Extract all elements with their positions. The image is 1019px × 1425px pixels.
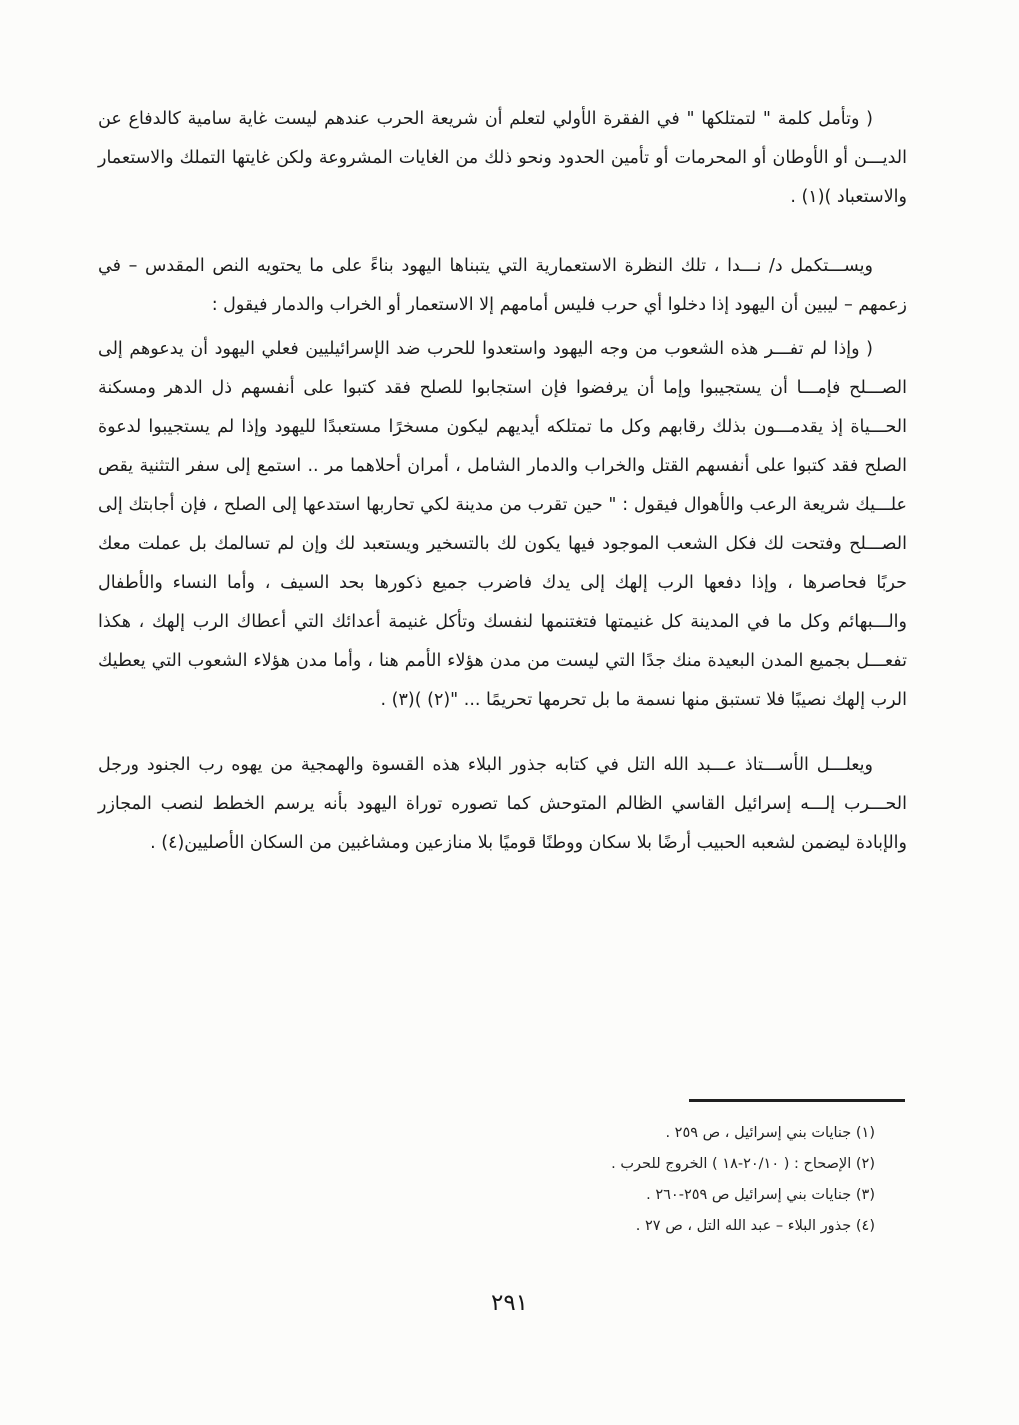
footnote-list: [120, 1118, 875, 1242]
footnote-item-2: (٢) الإصحاح : ( ٢٠/١٠-١٨ ) الخروج للحرب .: [611, 1156, 875, 1172]
body-paragraph-3: ( وإذا لم تفـــر هذه الشعوب من وجه اليهود واستعدوا للحرب ضد الإسرائيليين فعلي اليهود أن يدعوهم إلى الصـــلح فإمـــا أن يستجيبوا وإما أن يرفضوا فإن استجابوا للصلح فقد كتبوا على أنفسهم ذل الدهر ومسكنة الحـــياة إذ يقدمـــون بذلك رقابهم وكل ما تمتلكه أيديهم ليكون مسخرًا مستعبدًا لليهود وإذا لم يستجيبوا لدعوة الصلح فقد كتبوا على أنفسهم القتل والخراب والدمار الشامل ، أمران أحلاهما مر .. استمع إلى سفر التثنية يقص علـــيك شريعة الرعب والأهوال فيقول : " حين تقرب من مدينة لكي تحاربها استدعها إلى الصلح ، فإن أجابتك إلى الصـــلح وفتحت لك فكل الشعب الموجود فيها يكون لك بالتسخير ويستعبد لك وإن لم تسالمك بل عملت معك حربًا فحاصرها ، وإذا دفعها الرب إلهك إلى يدك فاضرب جميع ذكورها بحد السيف ، وأما النساء والأطفال والـــبهائم وكل ما في المدينة كل غنيمتها فتغتنمها لنفسك وتأكل غنيمة أعدائك التي أعطاك الرب إلهك ، هكذا تفعـــل بجميع المدن البعيدة منك جدًا التي ليست من مدن هؤلاء الأمم هنا ، وأما مدن هؤلاء الشعوب التي يعطيك الرب إلهك نصيبًا فلا تستبق منها نسمة ما بل تحرمها تحريمًا ... "(٢) )(٣) .: [98, 339, 907, 710]
footnote-item-4: (٤) جذور البلاء – عبد الله التل ، ص ٢٧ .: [635, 1218, 875, 1234]
body-paragraph-1: ( وتأمل كلمة " لتمتلكها " في الفقرة الأولي لتعلم أن شريعة الحرب عندهم ليست غاية سامية كالدفاع عن الديـــن أو الأوطان أو المحرمات أو تأمين الحدود ونحو ذلك من الغايات المشروعة ولكن غايتها التملك والاستعمار والاستعباد )(١) .: [98, 109, 907, 207]
page-number: ٢٩١: [490, 1290, 529, 1316]
body-paragraph-2: ويســـتكمل د/ نـــدا ، تلك النظرة الاستعمارية التي يتبناها اليهود بناءً على ما يحتويه النص المقدس – في زعمهم – ليبين أن اليهود إذا دخلوا أي حرب فليس أمامهم إلا الاستعمار أو الخراب والدمار فيقول :: [98, 256, 907, 315]
footnote-divider: [689, 1099, 905, 1102]
body-paragraph-4: ويعلـــل الأســـتاذ عـــبد الله التل في كتابه جذور البلاء هذه القسوة والهمجية من يهوه رب الجنود ورجل الحـــرب إلـــه إسرائيل القاسي الظالم المتوحش كما تصوره توراة اليهود بأنه يرسم الخطط لنصب المجازر والإبادة ليضمن لشعبه الحبيب أرضًا بلا سكان ووطنًا قوميًا بلا منازعين ومشاغبين من السكان الأصليين(٤) .: [98, 755, 907, 853]
main-text-block: [98, 100, 907, 863]
footnote-item-1: (١) جنايات بني إسرائيل ، ص ٢٥٩ .: [665, 1125, 875, 1141]
footnote-item-3: (٣) جنايات بني إسرائيل ص ٢٥٩-٢٦٠ .: [646, 1187, 875, 1203]
